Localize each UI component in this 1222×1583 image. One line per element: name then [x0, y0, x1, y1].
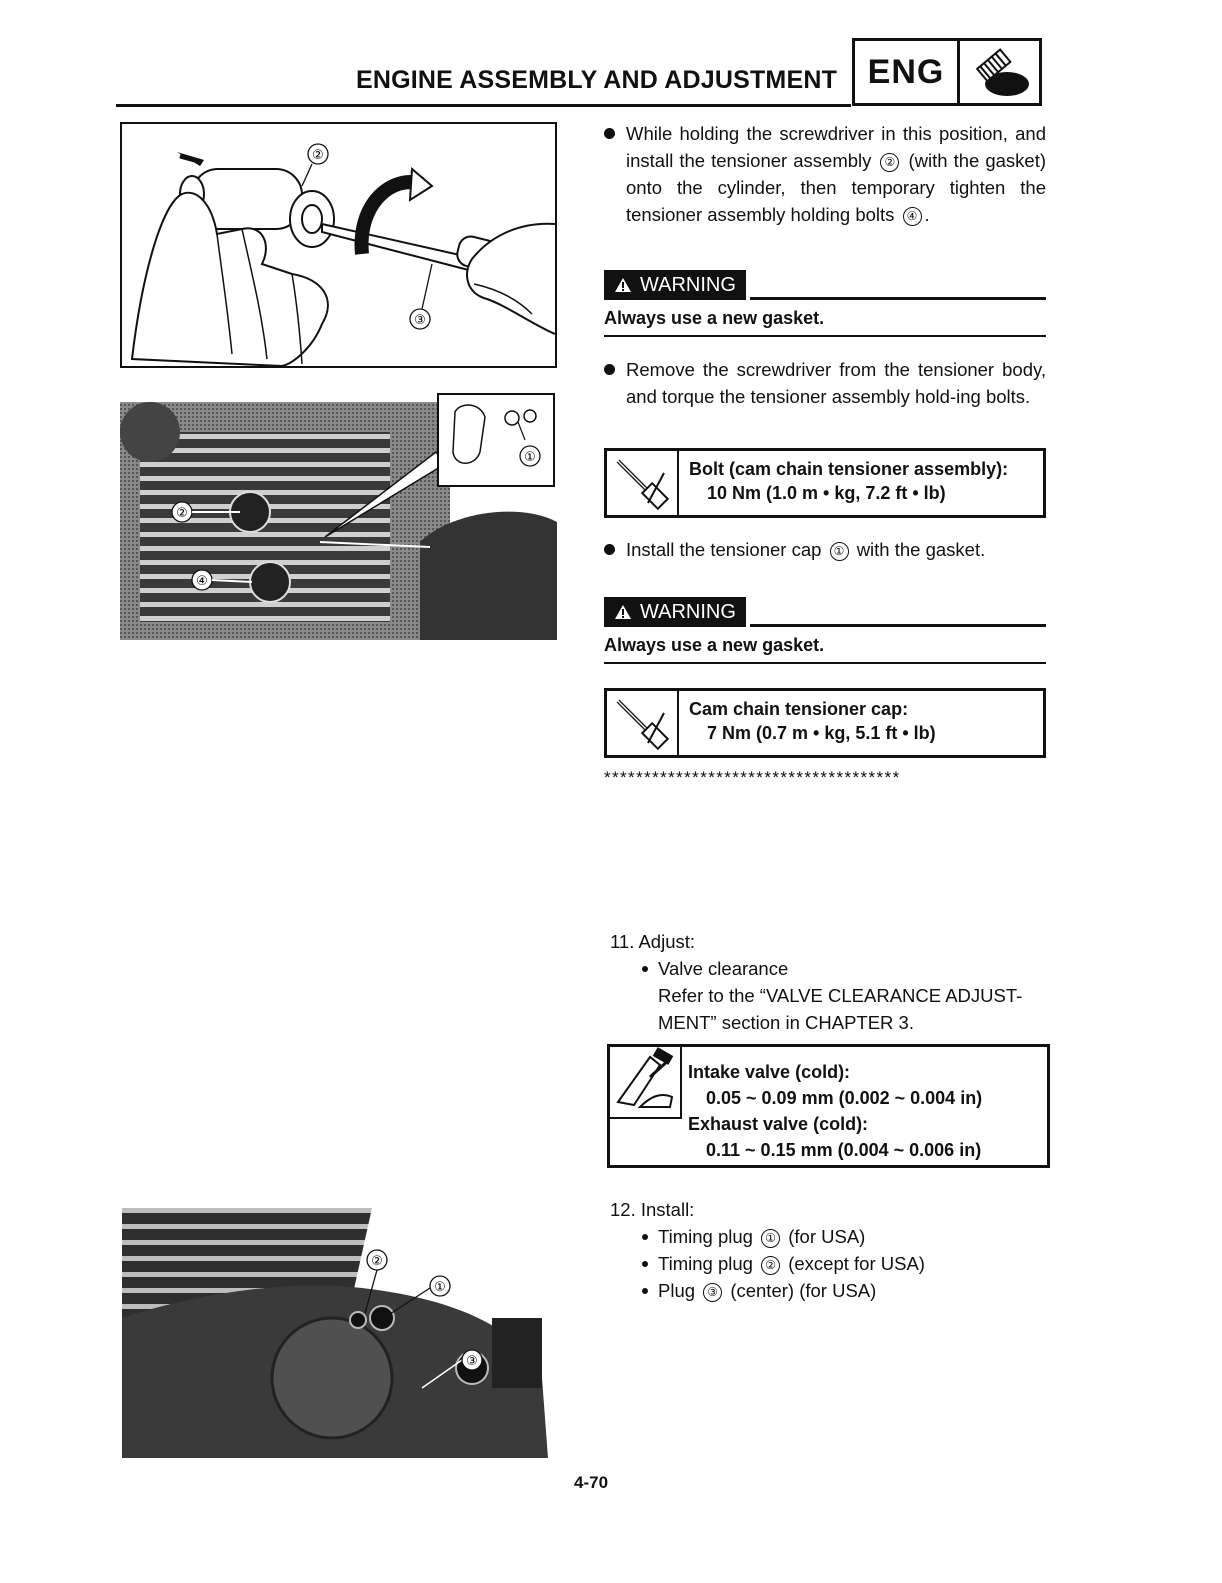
step-remove-screwdriver [604, 356, 1046, 410]
warning-box [604, 270, 1046, 337]
header-rule [116, 104, 851, 107]
fig3-callout-3: ③ [466, 1354, 478, 1369]
warning-triangle-icon [614, 277, 632, 293]
torque-spec-box [604, 448, 1046, 518]
warning-triangle-icon [614, 604, 632, 620]
section-badge-label: ENG [855, 41, 960, 103]
section-badge [852, 38, 1042, 106]
ref-circle: ④ [903, 207, 922, 226]
step-c-text-2: with the gasket. [856, 539, 986, 560]
warning-badge [604, 270, 746, 300]
fig1-callout-3: ③ [414, 313, 426, 328]
step-install-tensioner [604, 120, 1046, 228]
warning-box [604, 597, 1046, 664]
spec-value: 0.11 ~ 0.15 mm (0.004 ~ 0.006 in) [706, 1140, 982, 1160]
spec-value: 10 Nm (1.0 m • kg, 7.2 ft • lb) [707, 483, 946, 503]
spec-label: Exhaust valve (cold): [688, 1114, 869, 1134]
spec-value: 7 Nm (0.7 m • kg, 5.1 ft • lb) [707, 723, 936, 743]
fig2-callout-1: ① [524, 450, 536, 465]
fig1-callout-2: ② [312, 148, 324, 163]
torque-spec-box [604, 688, 1046, 758]
torque-wrench-icon [607, 451, 679, 515]
warning-text: Always use a new gasket. [604, 627, 1046, 664]
list-item: Timing plug ① (for USA) [610, 1223, 1050, 1250]
step-item: Valve clearance [658, 958, 789, 979]
fig3-callout-2: ② [371, 1254, 383, 1269]
page-title: ENGINE ASSEMBLY AND ADJUSTMENT [356, 66, 838, 94]
figure-timing-plug-photo [122, 1208, 548, 1458]
torque-wrench-icon [607, 691, 679, 755]
fig2-callout-2: ② [176, 506, 188, 521]
figure-tensioner-screwdriver [120, 122, 557, 368]
list-item: Plug ③ (center) (for USA) [610, 1277, 1050, 1304]
fig3-callout-1: ① [434, 1280, 446, 1295]
step-reference: MENT” section in CHAPTER 3. [658, 1012, 914, 1033]
engine-icon [960, 41, 1039, 103]
step-install-cap [604, 536, 1046, 563]
spec-label: Bolt (cam chain tensioner assembly): [689, 459, 1009, 479]
page-number: 4-70 [574, 1473, 609, 1492]
figure-cylinder-photo [120, 392, 557, 640]
step-reference: Refer to the “VALVE CLEARANCE ADJUST- [658, 985, 1023, 1006]
valve-clearance-spec-box [607, 1044, 1050, 1168]
ref-circle: ② [880, 153, 899, 172]
spec-label: Intake valve (cold): [688, 1062, 851, 1082]
step-a-text-1: While holding the screwdriver in this position, and install the tensioner assembly [626, 123, 1046, 171]
list-item: Timing plug ② (except for USA) [610, 1250, 1050, 1277]
feeler-gauge-icon [610, 1047, 682, 1119]
spec-label: Cam chain tensioner cap: [689, 699, 909, 719]
step-a-text-3: . [924, 204, 930, 225]
fig2-callout-4: ④ [196, 574, 208, 589]
spec-value: 0.05 ~ 0.09 mm (0.002 ~ 0.004 in) [706, 1088, 983, 1108]
warning-label: WARNING [640, 600, 736, 623]
step-a-text-2: (with the gasket) onto the cylinder, then temporary tighten the tensioner assembly holding bolts [626, 150, 1047, 225]
step-11-adjust [610, 928, 1050, 1036]
step-12-install [610, 1196, 1050, 1304]
ref-circle: ① [830, 542, 849, 561]
step-heading: 11. Adjust: [610, 931, 696, 952]
warning-badge [604, 597, 746, 627]
warning-label: WARNING [640, 273, 736, 296]
step-c-text-1: Install the tensioner cap [626, 539, 822, 560]
step-heading: 12. Install: [610, 1199, 695, 1220]
section-end-stars: ************************************* [604, 768, 901, 787]
step-b-text: Remove the screwdriver from the tensioner body, and torque the tensioner assembly hold-ing bolts. [604, 356, 1046, 410]
warning-text: Always use a new gasket. [604, 300, 1046, 337]
